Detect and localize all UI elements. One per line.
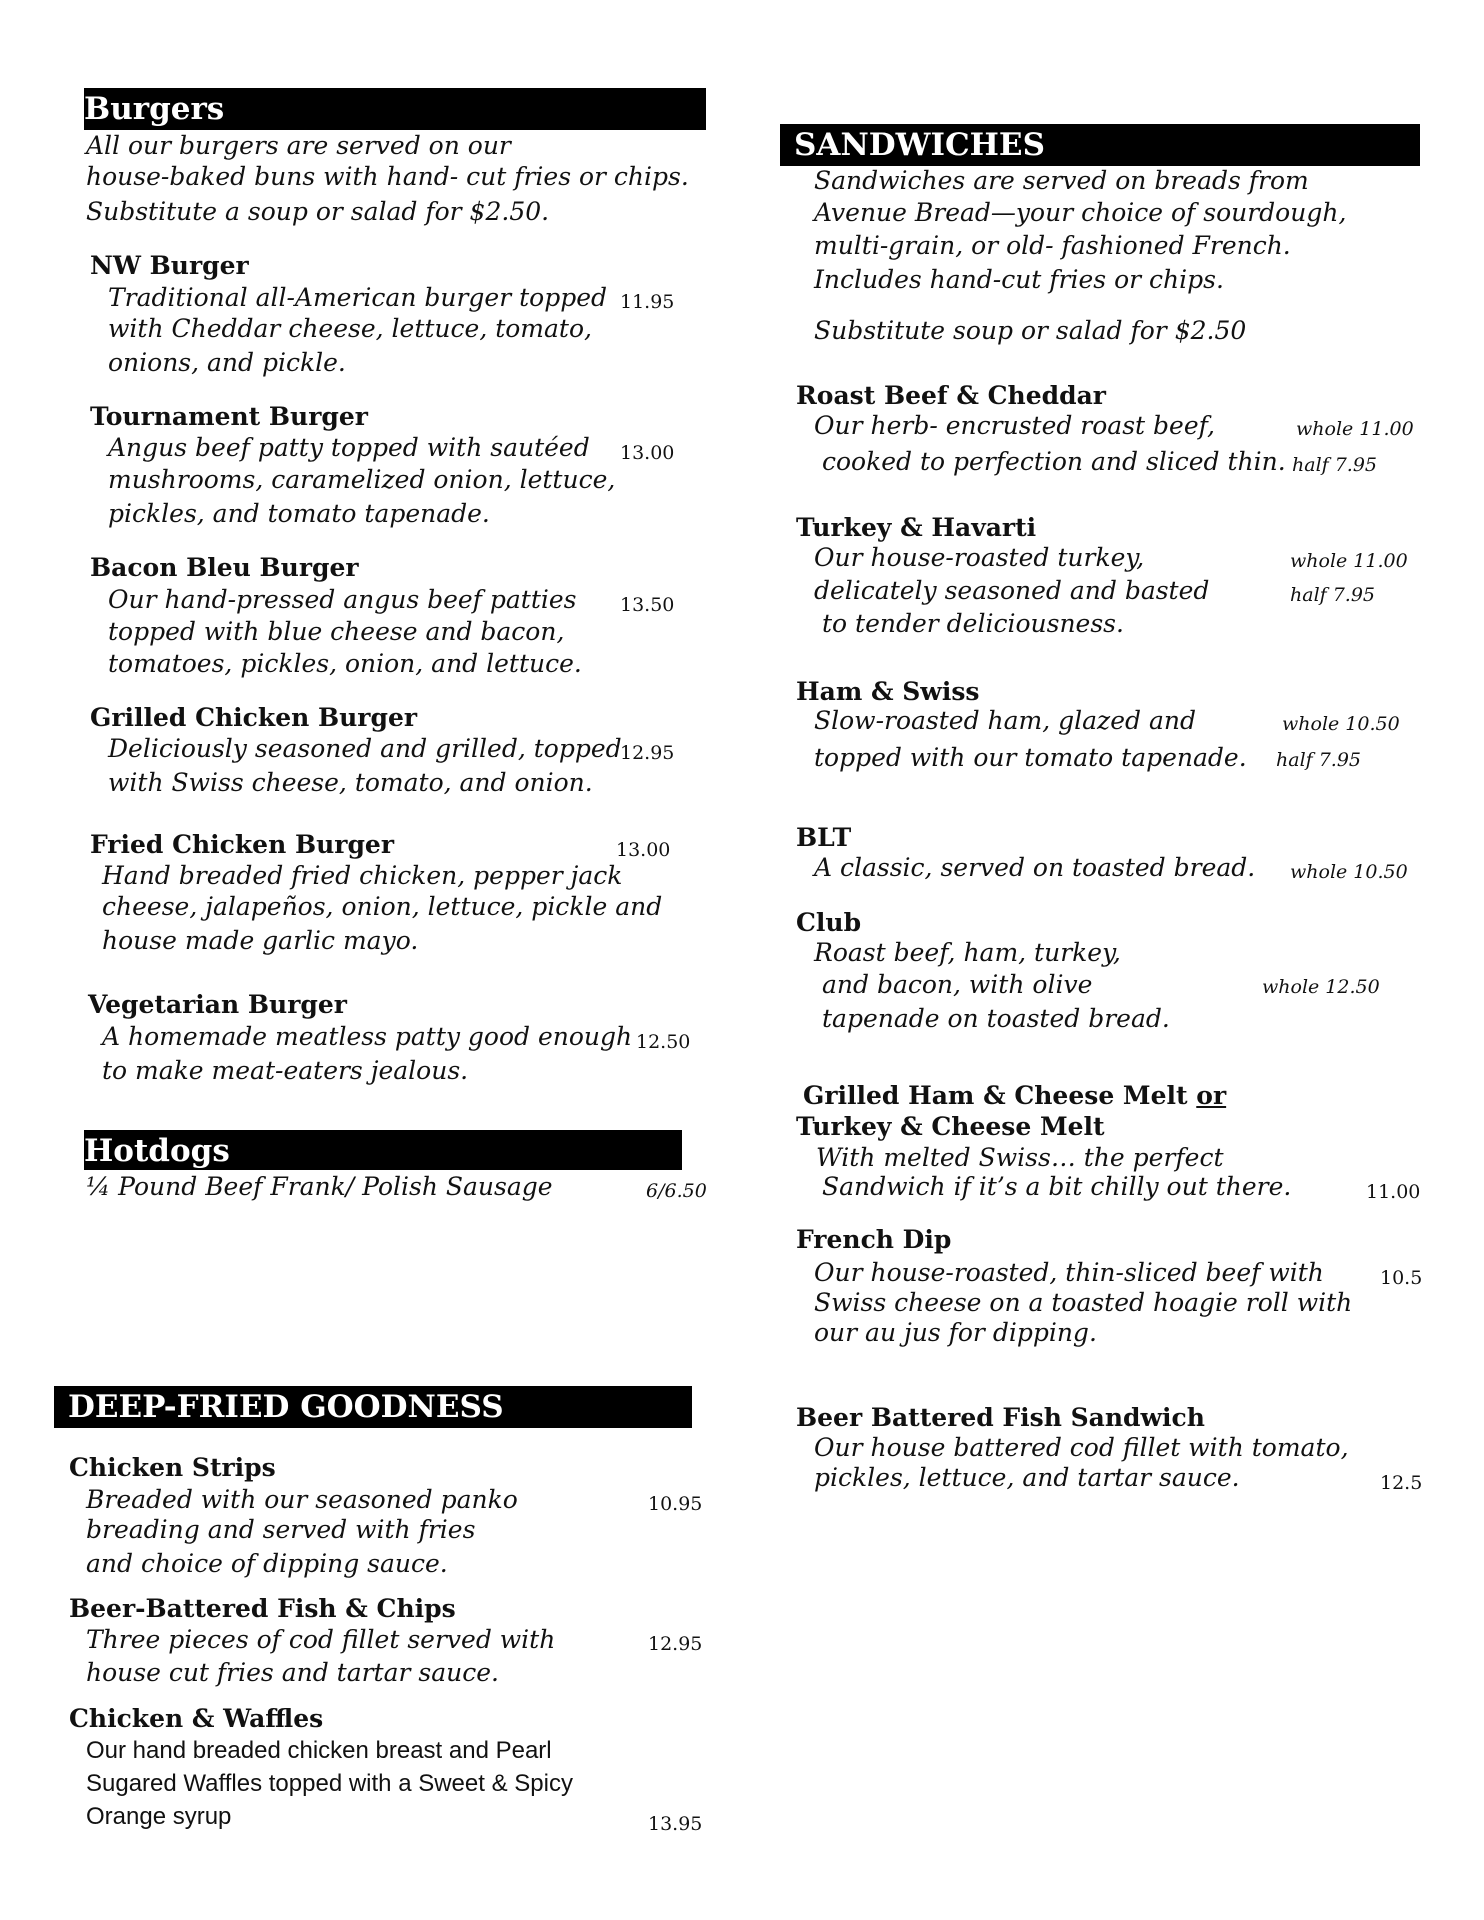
- sandwich-name: Roast Beef & Cheddar: [796, 381, 1106, 410]
- sandwich-desc: Our house-roasted, thin-sliced beef with: [814, 1258, 1324, 1287]
- burger-desc: Hand breaded fried chicken, pepper jack: [102, 861, 623, 890]
- burger-desc: Deliciously seasoned and grilled, topped: [108, 734, 622, 763]
- sandwich-price: 12.5: [1380, 1472, 1423, 1494]
- sandwich-price-half: half 7.95: [1276, 749, 1362, 771]
- deepfried-desc: breading and served with fries: [86, 1515, 476, 1544]
- sandwich-desc: A classic, served on toasted bread.: [814, 853, 1256, 882]
- burger-desc: Angus beef patty topped with sautéed: [108, 433, 590, 462]
- sandwich-desc: cooked to perfection and sliced thin.: [822, 447, 1286, 476]
- hotdogs-price: 6/6.50: [646, 1180, 707, 1202]
- sandwich-price-whole: whole 11.00: [1296, 418, 1414, 440]
- deepfried-desc: Breaded with our seasoned panko: [86, 1485, 518, 1514]
- sandwich-name: BLT: [796, 823, 852, 852]
- deepfried-price: 12.95: [648, 1633, 703, 1655]
- sandwiches-intro-3: multi-grain, or old- fashioned French.: [814, 231, 1291, 260]
- burger-name: Tournament Burger: [90, 402, 368, 431]
- sandwich-price-whole: whole 10.50: [1282, 713, 1400, 735]
- sandwich-desc: topped with our tomato tapenade.: [814, 743, 1247, 772]
- deepfried-desc: Three pieces of cod fillet served with: [86, 1625, 556, 1654]
- burger-desc: onions, and pickle.: [108, 348, 346, 377]
- burger-desc: with Swiss cheese, tomato, and onion.: [108, 768, 593, 797]
- sandwich-desc: Our house battered cod fillet with tomato,: [814, 1433, 1349, 1462]
- deepfried-title: DEEP-FRIED GOODNESS: [68, 1389, 504, 1425]
- hotdogs-item: ¼ Pound Beef Frank/ Polish Sausage: [86, 1172, 553, 1201]
- hotdogs-header: [84, 1130, 682, 1170]
- burger-name: Vegetarian Burger: [88, 990, 347, 1019]
- sandwich-name-or: or: [1196, 1081, 1227, 1110]
- burger-price: 13.50: [620, 594, 675, 616]
- burger-price: 13.00: [620, 442, 675, 464]
- burger-desc: tomatoes, pickles, onion, and lettuce.: [108, 649, 582, 678]
- sandwich-desc: Our herb- encrusted roast beef,: [814, 411, 1215, 440]
- sandwiches-title: SANDWICHES: [794, 127, 1045, 163]
- sandwiches-intro-4: Includes hand-cut fries or chips.: [814, 265, 1224, 294]
- burger-desc: topped with blue cheese and bacon,: [108, 617, 565, 646]
- deepfried-desc: house cut fries and tartar sauce.: [86, 1658, 499, 1687]
- sandwich-price-half: half 7.95: [1290, 584, 1376, 606]
- hotdogs-title: Hotdogs: [84, 1133, 230, 1169]
- burger-name: NW Burger: [90, 251, 249, 280]
- deepfried-desc: Sugared Waffles topped with a Sweet & Spicy: [86, 1770, 573, 1797]
- sandwich-desc: pickles, lettuce, and tartar sauce.: [814, 1463, 1240, 1492]
- deepfried-desc: Orange syrup: [86, 1803, 232, 1830]
- sandwich-desc: Swiss cheese on a toasted hoagie roll with: [814, 1288, 1353, 1317]
- sandwiches-intro-1: Sandwiches are served on breads from: [814, 166, 1309, 195]
- sandwich-desc: tapenade on toasted bread.: [822, 1004, 1170, 1033]
- sandwich-name: Club: [796, 908, 862, 937]
- sandwich-desc: Our house-roasted turkey,: [814, 543, 1145, 572]
- sandwich-price-whole: whole 11.00: [1290, 550, 1408, 572]
- burger-name: Grilled Chicken Burger: [90, 703, 418, 732]
- burger-desc: Our hand-pressed angus beef patties: [108, 585, 577, 614]
- burger-desc: to make meat-eaters jealous.: [102, 1056, 469, 1085]
- burger-name: Bacon Bleu Burger: [90, 553, 359, 582]
- sandwich-desc: Roast beef, ham, turkey,: [814, 938, 1121, 967]
- burger-price: 11.95: [620, 291, 675, 313]
- burger-desc: cheese, jalapeños, onion, lettuce, pickle and: [102, 892, 663, 921]
- burger-name: Fried Chicken Burger: [90, 830, 395, 859]
- sandwich-desc: and bacon, with olive: [822, 970, 1093, 999]
- burger-desc: mushrooms, caramelized onion, lettuce,: [108, 465, 616, 494]
- deepfried-header: [54, 1386, 692, 1428]
- sandwich-desc: to tender deliciousness.: [822, 609, 1124, 638]
- burgers-intro-3: Substitute a soup or salad for $2.50.: [86, 197, 550, 226]
- deepfried-name: Beer-Battered Fish & Chips: [69, 1594, 456, 1623]
- sandwiches-intro-2: Avenue Bread—your choice of sourdough,: [814, 198, 1347, 227]
- sandwich-desc: our au jus for dipping.: [814, 1318, 1097, 1347]
- sandwich-price: 11.00: [1366, 1181, 1421, 1203]
- sandwich-price: 10.5: [1380, 1267, 1423, 1289]
- sandwich-desc: delicately seasoned and basted: [814, 576, 1210, 605]
- burger-price: 12.95: [620, 742, 675, 764]
- sandwich-name: Ham & Swiss: [796, 677, 980, 706]
- burger-price: 13.00: [616, 839, 671, 861]
- burgers-title: Burgers: [84, 91, 225, 127]
- sandwich-desc: With melted Swiss… the perfect: [816, 1143, 1224, 1172]
- sandwich-desc: Slow-roasted ham, glazed and: [814, 706, 1196, 735]
- burgers-intro-2: house-baked buns with hand- cut fries or chips.: [86, 162, 689, 191]
- sandwiches-substitute: Substitute soup or salad for $2.50: [814, 316, 1247, 345]
- sandwich-name-part2: Turkey & Cheese Melt: [796, 1112, 1105, 1141]
- burger-desc: A homemade meatless patty good enough: [102, 1022, 633, 1051]
- deepfried-name: Chicken Strips: [69, 1453, 276, 1482]
- burger-price: 12.50: [636, 1031, 691, 1053]
- sandwiches-header: [780, 124, 1420, 166]
- burgers-intro-1: All our burgers are served on our: [86, 131, 511, 160]
- sandwich-name: Beer Battered Fish Sandwich: [796, 1403, 1205, 1432]
- sandwich-price-whole: whole 12.50: [1262, 976, 1380, 998]
- burger-desc: Traditional all-American burger topped: [108, 283, 608, 312]
- sandwich-name-part1: Grilled Ham & Cheese Melt: [803, 1081, 1188, 1110]
- sandwich-name: French Dip: [796, 1225, 952, 1254]
- burger-desc: pickles, and tomato tapenade.: [108, 499, 490, 528]
- burgers-header: [84, 88, 706, 130]
- sandwich-price-whole: whole 10.50: [1290, 861, 1408, 883]
- sandwich-price-half: half 7.95: [1292, 454, 1378, 476]
- deepfried-price: 13.95: [648, 1813, 703, 1835]
- deepfried-desc: and choice of dipping sauce.: [86, 1549, 448, 1578]
- deepfried-desc: Our hand breaded chicken breast and Pearl: [86, 1737, 552, 1764]
- burger-desc: house made garlic mayo.: [102, 926, 419, 955]
- sandwich-desc: Sandwich if it’s a bit chilly out there.: [822, 1172, 1292, 1201]
- deepfried-name: Chicken & Waffles: [69, 1704, 324, 1733]
- burger-desc: with Cheddar cheese, lettuce, tomato,: [108, 314, 592, 343]
- sandwich-name: Turkey & Havarti: [796, 513, 1037, 542]
- sandwich-name: [803, 1080, 1226, 1112]
- deepfried-price: 10.95: [648, 1493, 703, 1515]
